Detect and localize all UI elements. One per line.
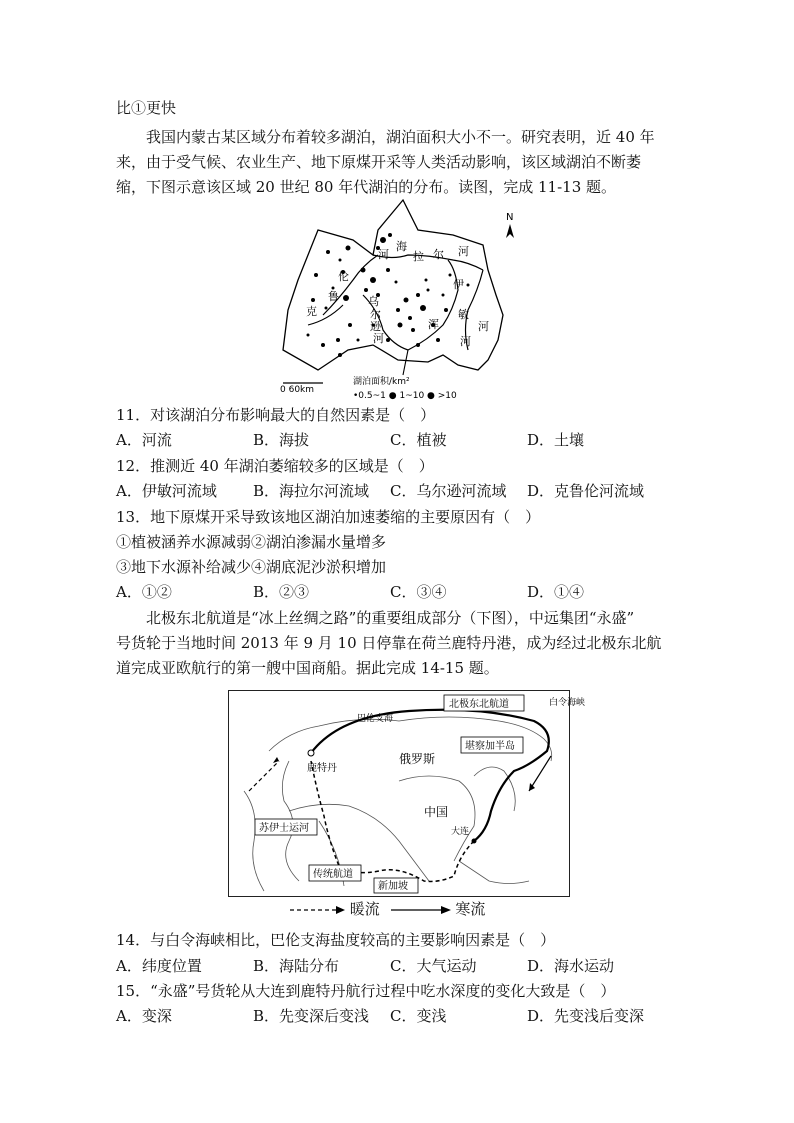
barents-sea-label: 巴伦支海 [357, 714, 394, 724]
option-a[interactable]: A．河流 [116, 431, 172, 449]
legend-title: 湖泊面积/km² [353, 377, 410, 387]
lake-distribution-map [278, 200, 520, 405]
map1-label: 伊 [453, 278, 464, 291]
map1-label: 海 [396, 240, 407, 253]
option-b[interactable]: B．海拉尔河流域 [253, 482, 370, 500]
map1-label: 拉 [413, 250, 424, 263]
option-c[interactable]: C．大气运动 [390, 957, 477, 975]
suez-canal-label: 苏伊士运河 [259, 823, 309, 834]
q13-stem: 13．地下原煤开采导致该地区湖泊加速萎缩的主要原因有（ ） [116, 508, 541, 526]
map1-label: 河 [378, 248, 389, 261]
warm-current-label: 暖流 [349, 900, 380, 918]
arctic-route-map [228, 690, 586, 897]
dalian-label: 大连 [451, 827, 470, 837]
warm-current-arrow [249, 761, 279, 791]
option-c[interactable]: C．植被 [390, 431, 447, 449]
warm-current-symbol [290, 904, 345, 916]
north-arrow [506, 212, 514, 238]
north-label: N [506, 212, 514, 223]
map1-label: 伦 [338, 270, 349, 283]
passage2-line3: 道完成亚欧航行的第一艘中国商船。据此完成 14-15 题。 [116, 659, 499, 677]
option-d[interactable]: D．①④ [527, 583, 585, 601]
intro-fragment: 比①更快 [116, 99, 177, 117]
q11-stem: 11．对该湖泊分布影响最大的自然因素是（ ） [116, 406, 436, 424]
map1-label: 敏 [458, 308, 469, 321]
option-a[interactable]: A．①② [116, 583, 172, 601]
option-a[interactable]: A．伊敏河流域 [116, 482, 217, 500]
option-d[interactable]: D．先变浅后变深 [527, 1007, 645, 1025]
kamchatka-label: 堪察加半岛 [465, 741, 515, 752]
option-d[interactable]: D．海水运动 [527, 957, 615, 975]
option-a[interactable]: A．变深 [116, 1007, 172, 1025]
option-c[interactable]: C．乌尔逊河流域 [390, 482, 507, 500]
q14-stem: 14．与白令海峡相比，巴伦支海盐度较高的主要影响因素是（ ） [116, 931, 556, 949]
northeast-route-label: 北极东北航道 [449, 699, 509, 710]
option-d[interactable]: D．土壤 [527, 431, 585, 449]
option-c[interactable]: C．变浅 [390, 1007, 447, 1025]
cold-current-label: 寒流 [455, 900, 486, 918]
scale-label: 0 60km [280, 385, 315, 395]
passage1-line2: 来，由于受气候、农业生产、地下原煤开采等人类活动影响，该区域湖泊不断萎 [116, 153, 642, 171]
singapore-label: 新加坡 [378, 881, 408, 892]
map1-label: 浑 [428, 318, 439, 331]
passage1-line3: 缩，下图示意该区域 20 世纪 80 年代湖泊的分布。读图，完成 11-13 题。 [116, 178, 617, 196]
option-b[interactable]: B．②③ [253, 583, 310, 601]
option-a[interactable]: A．纬度位置 [116, 957, 202, 975]
rotterdam-label: 鹿特丹 [307, 763, 337, 774]
map1-label: 河 [478, 320, 489, 333]
option-b[interactable]: B．海拔 [253, 431, 310, 449]
option-c[interactable]: C．③④ [390, 583, 447, 601]
map1-label: 河 [460, 335, 471, 348]
map1-label: 逊 [370, 320, 381, 333]
russia-label: 俄罗斯 [399, 752, 436, 766]
legend-items: •0.5~1 ● 1~10 ● >10 [353, 391, 457, 401]
map1-label: 河 [458, 245, 469, 258]
traditional-route-label: 传统航道 [313, 869, 353, 880]
traditional-route [311, 761, 474, 881]
passage2-line2: 号货轮于当地时间 2013 年 9 月 10 日停靠在荷兰鹿特丹港，成为经过北极东北航 [116, 634, 662, 652]
bering-strait-label: 白令海峡 [549, 698, 586, 708]
q12-stem: 12．推测近 40 年湖泊萎缩较多的区域是（ ） [116, 457, 434, 475]
dalian-point [472, 839, 477, 844]
q13-statements-1: ①植被涵养水源减弱②湖泊渗漏水量增多 [116, 533, 387, 551]
q13-statements-2: ③地下水源补给减少④湖底泥沙淤积增加 [116, 558, 387, 576]
current-legend [290, 898, 485, 919]
map1-label: 尔 [370, 308, 381, 321]
northeast-route [311, 710, 549, 841]
china-label: 中国 [424, 805, 449, 819]
option-d[interactable]: D．克鲁伦河流域 [527, 482, 645, 500]
option-b[interactable]: B．先变深后变浅 [253, 1007, 370, 1025]
option-b[interactable]: B．海陆分布 [253, 957, 340, 975]
map1-label: 乌 [368, 295, 379, 308]
cold-current-symbol [391, 904, 451, 916]
passage1-line1: 我国内蒙古某区域分布着较多湖泊，湖泊面积大小不一。研究表明，近 40 年 [146, 128, 655, 146]
passage2-line1: 北极东北航道是“冰上丝绸之路”的重要组成部分（下图），中远集团“永盛” [146, 609, 635, 627]
map1-label: 鲁 [328, 290, 339, 303]
map1-label: 克 [306, 305, 317, 318]
map1-label: 河 [373, 332, 384, 345]
q15-stem: 15．“永盛”号货轮从大连到鹿特丹航行过程中吃水深度的变化大致是（ ） [116, 982, 616, 1000]
map1-label: 尔 [433, 248, 444, 261]
rotterdam-point [308, 750, 314, 756]
